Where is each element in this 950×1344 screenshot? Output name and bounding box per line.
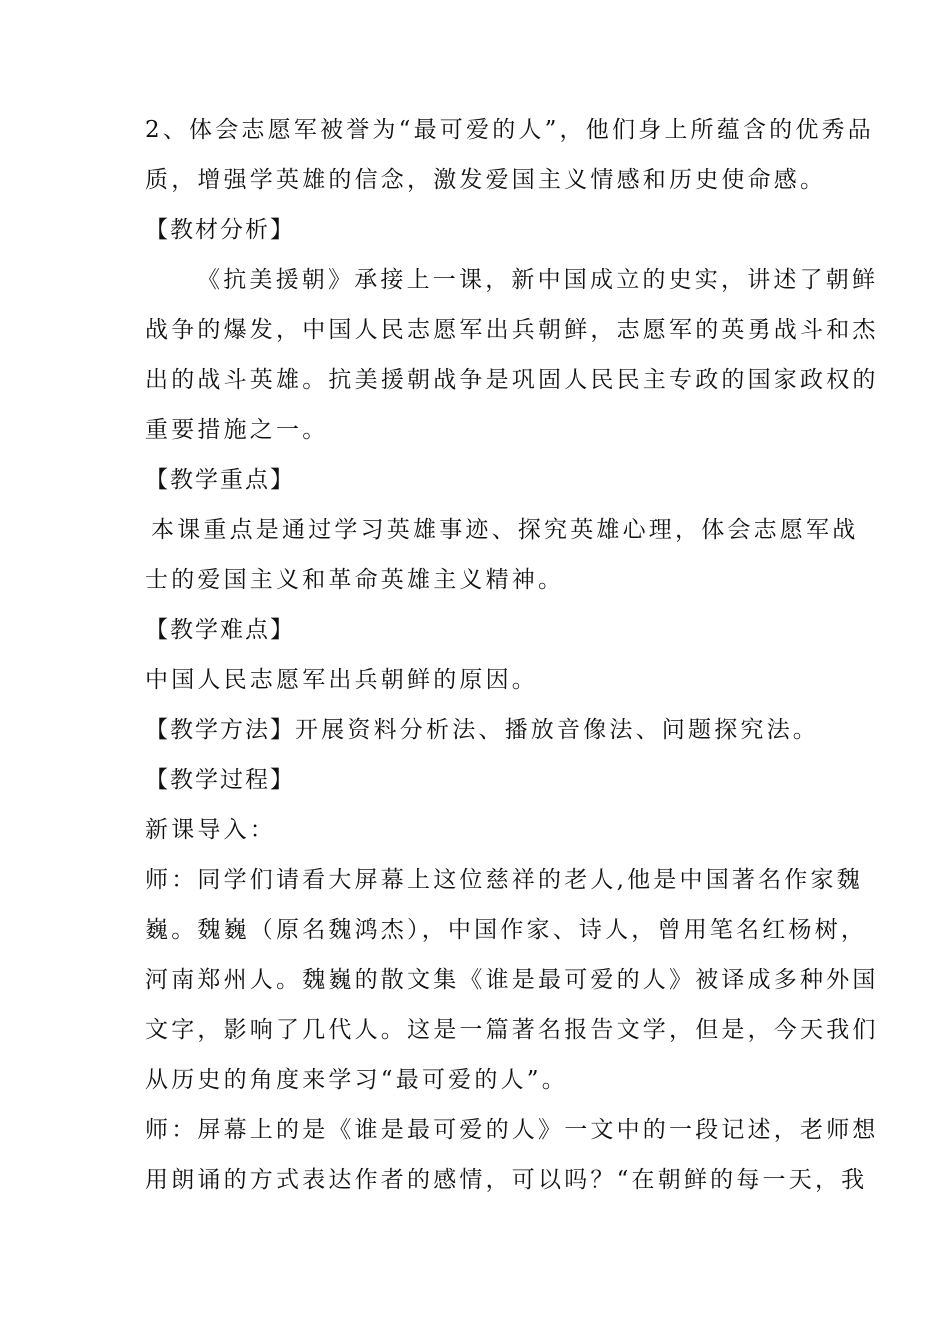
process-line-4: 文字，影响了几代人。这是一篇著名报告文学，但是，今天我们 — [145, 1017, 879, 1043]
methods-text: 开展资料分析法、播放音像法、问题探究法。 — [295, 717, 819, 743]
objective-2-line-1: 2、体会志愿军被誉为“最可爱的人”，他们身上所蕴含的优秀品 — [145, 117, 874, 143]
difficulties-line-1: 中国人民志愿军出兵朝鲜的原因。 — [145, 667, 538, 693]
process-heading: 【教学过程】 — [145, 767, 295, 793]
textbook-analysis-line-3: 出的战斗英雄。抗美援朝战争是巩固人民民主专政的国家政权的 — [145, 367, 879, 393]
process-line-2: 巍。魏巍（原名魏鸿杰），中国作家、诗人，曾用笔名红杨树， — [145, 917, 868, 943]
methods-heading: 【教学方法】 — [145, 717, 295, 743]
difficulties-heading: 【教学难点】 — [145, 617, 295, 643]
textbook-analysis-line-1: 《抗美援朝》承接上一课，新中国成立的史实，讲述了朝鲜 — [197, 267, 879, 293]
objective-2-line-2: 质，增强学英雄的信念，激发爱国主义情感和历史使命感。 — [145, 167, 827, 193]
textbook-analysis-line-4: 重要措施之一。 — [145, 417, 329, 443]
process-line-6: 师：屏幕上的是《谁是最可爱的人》一文中的一段记述，老师想 — [145, 1117, 879, 1143]
intro-label: 新课导入： — [145, 817, 276, 843]
key-points-line-1: 本课重点是通过学习英雄事迹、探究英雄心理，体会志愿军战 — [151, 517, 859, 543]
key-points-line-2: 士的爱国主义和革命英雄主义精神。 — [145, 567, 565, 593]
textbook-analysis-heading: 【教材分析】 — [145, 217, 295, 243]
textbook-analysis-line-2: 战争的爆发，中国人民志愿军出兵朝鲜，志愿军的英勇战斗和杰 — [145, 317, 879, 343]
document-page — [145, 112, 879, 1212]
process-line-7: 用朗诵的方式表达作者的感情，可以吗？“在朝鲜的每一天，我 — [145, 1167, 868, 1193]
process-line-3: 河南郑州人。魏巍的散文集《谁是最可爱的人》被译成多种外国 — [145, 967, 879, 993]
key-points-heading: 【教学重点】 — [145, 467, 295, 493]
process-line-5: 从历史的角度来学习“最可爱的人”。 — [145, 1067, 568, 1093]
process-line-1: 师：同学们请看大屏幕上这位慈祥的老人,他是中国著名作家魏 — [145, 867, 863, 893]
methods-row — [145, 712, 819, 762]
